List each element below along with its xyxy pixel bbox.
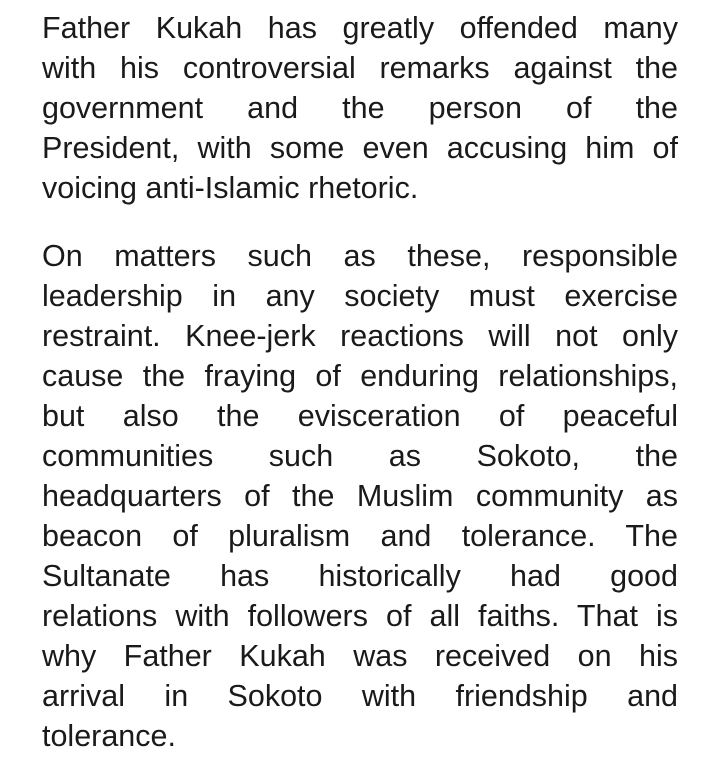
text-line: beacon of pluralism and tolerance. The xyxy=(42,519,678,553)
text-line: President, with some even accusing him of xyxy=(42,131,678,165)
text-line: government and the person of the xyxy=(42,91,678,125)
text-line: headquarters of the Muslim community as xyxy=(42,479,678,513)
text-line: Father Kukah has greatly offended many xyxy=(42,11,678,45)
text-line: but also the evisceration of peaceful xyxy=(42,399,678,433)
paragraph-spacer xyxy=(42,208,678,236)
text-line: why Father Kukah was received on his xyxy=(42,639,678,673)
text-line: Sultanate has historically had good xyxy=(42,559,678,593)
text-line: relations with followers of all faiths. That is xyxy=(42,599,678,633)
text-line: with his controversial remarks against the xyxy=(42,51,678,85)
text-line: tolerance. xyxy=(42,719,176,753)
text-line: arrival in Sokoto with friendship and xyxy=(42,679,678,713)
text-line: leadership in any society must exercise xyxy=(42,279,678,313)
text-line: cause the fraying of enduring relationships, xyxy=(42,359,678,393)
paragraph-1 xyxy=(42,8,678,208)
text-line: voicing anti-Islamic rhetoric. xyxy=(42,171,419,205)
paragraph-2 xyxy=(42,236,678,756)
document-body xyxy=(42,8,678,756)
text-line: restraint. Knee-jerk reactions will not only xyxy=(42,319,678,353)
text-line: On matters such as these, responsible xyxy=(42,239,678,273)
text-line: communities such as Sokoto, the xyxy=(42,439,678,473)
